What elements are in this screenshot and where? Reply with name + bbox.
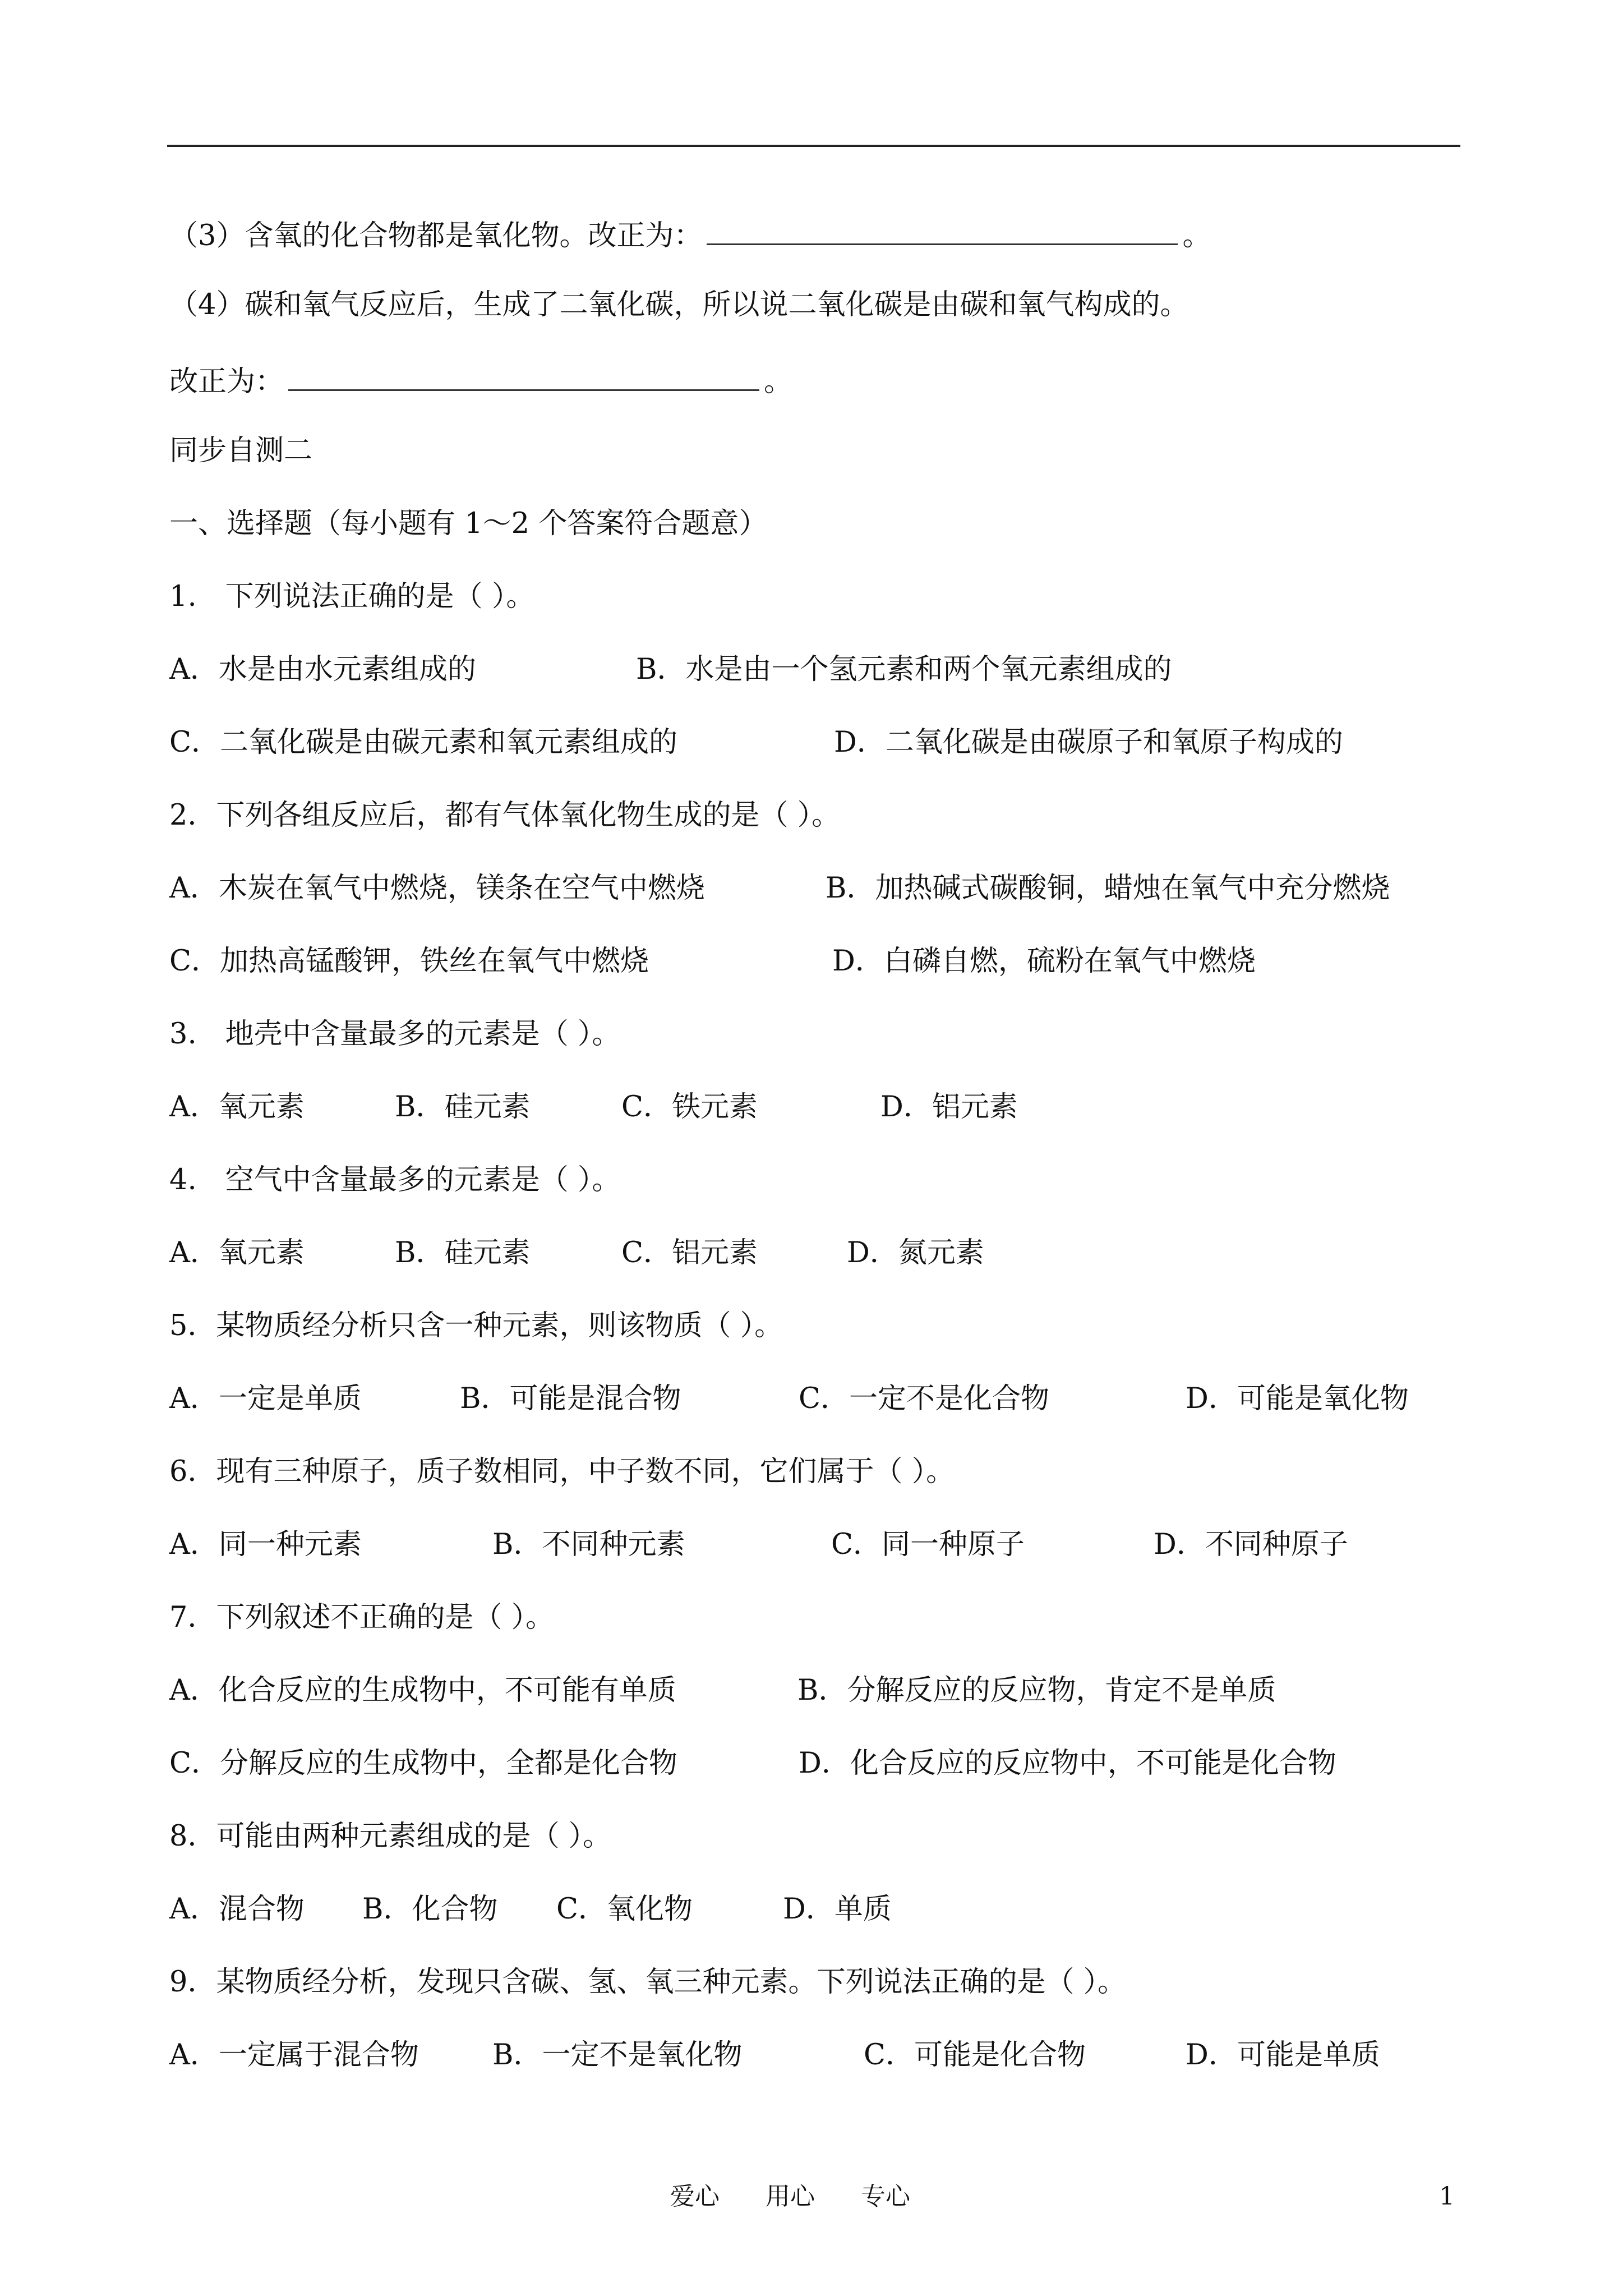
option-b[interactable]: B．分解反应的反应物，肯定不是单质 xyxy=(797,1674,1276,1707)
option-b[interactable]: B．硅元素 xyxy=(395,1091,531,1124)
option-c[interactable]: C．分解反应的生成物中，全都是化合物 xyxy=(169,1747,678,1780)
option-d[interactable]: D．氮元素 xyxy=(847,1236,984,1269)
option-b[interactable]: B．一定不是氧化物 xyxy=(492,2039,743,2072)
option-a[interactable]: A．氧元素 xyxy=(169,1091,305,1124)
fill-in-item-4 xyxy=(169,287,1188,323)
option-d[interactable]: D．白磷自燃，硫粉在氧气中燃烧 xyxy=(832,945,1256,978)
fill-in-end: 。 xyxy=(764,365,793,398)
option-c[interactable]: C．铝元素 xyxy=(621,1236,758,1269)
option-a[interactable]: A．一定是单质 xyxy=(169,1382,362,1415)
option-d[interactable]: D．可能是单质 xyxy=(1186,2039,1380,2072)
option-c[interactable]: C．加热高锰酸钾，铁丝在氧气中燃烧 xyxy=(169,945,649,978)
option-d[interactable]: D．单质 xyxy=(783,1893,892,1926)
option-d[interactable]: D．铝元素 xyxy=(880,1091,1018,1124)
question-stem: 6．现有三种原子，质子数相同，中子数不同，它们属于（ ）。 xyxy=(169,1455,955,1488)
fill-in-text: （4）碳和氧气反应后，生成了二氧化碳，所以说二氧化碳是由碳和氧气构成的。 xyxy=(169,288,1189,321)
option-a[interactable]: A．混合物 xyxy=(169,1893,305,1926)
fill-in-item-3 xyxy=(169,214,1211,254)
option-d[interactable]: D．可能是氧化物 xyxy=(1186,1382,1409,1415)
option-c[interactable]: C．氧化物 xyxy=(556,1893,693,1926)
option-d[interactable]: D．二氧化碳是由碳原子和氧原子构成的 xyxy=(834,726,1343,759)
footer-text-middle: 用心 xyxy=(766,2182,815,2211)
question-stem: 7．下列叙述不正确的是（ ）。 xyxy=(169,1601,555,1634)
option-a[interactable]: A．水是由水元素组成的 xyxy=(169,653,476,686)
fill-in-text: 改正为： xyxy=(169,365,284,398)
option-b[interactable]: B．加热碱式碳酸铜，蜡烛在氧气中充分燃烧 xyxy=(826,872,1390,905)
question-stem: 2．下列各组反应后，都有气体氧化物生成的是（ ）。 xyxy=(169,799,841,832)
option-c[interactable]: C．铁元素 xyxy=(621,1091,758,1124)
part-title: 一、选择题（每小题有 1～2 个答案符合题意） xyxy=(169,507,768,540)
option-a[interactable]: A．化合反应的生成物中，不可能有单质 xyxy=(169,1674,676,1707)
option-b[interactable]: B．不同种元素 xyxy=(492,1528,685,1561)
question-stem: 9．某物质经分析，发现只含碳、氢、氧三种元素。下列说法正确的是（ ）。 xyxy=(169,1966,1127,1999)
option-c[interactable]: C．同一种原子 xyxy=(831,1528,1025,1561)
option-b[interactable]: B．硅元素 xyxy=(395,1236,531,1269)
section-title: 同步自测二 xyxy=(169,434,313,467)
footer xyxy=(670,2181,948,2212)
header-rule xyxy=(167,145,1460,147)
footer-text-left: 爱心 xyxy=(670,2182,720,2211)
option-c[interactable]: C．可能是化合物 xyxy=(864,2039,1086,2072)
option-a[interactable]: A．一定属于混合物 xyxy=(169,2039,419,2072)
question-stem: 5．某物质经分析只含一种元素，则该物质（ ）。 xyxy=(169,1309,783,1342)
option-a[interactable]: A．木炭在氧气中燃烧，镁条在空气中燃烧 xyxy=(169,872,705,905)
fill-in-item-4-fix xyxy=(169,360,792,400)
option-a[interactable]: A．氧元素 xyxy=(169,1236,305,1269)
page-number: 1 xyxy=(1439,2182,1455,2211)
footer-text-right: 专心 xyxy=(861,2182,910,2211)
question-stem: 4. 空气中含量最多的元素是（ ）。 xyxy=(169,1163,621,1197)
answer-blank[interactable] xyxy=(288,360,759,391)
question-stem: 3. 地壳中含量最多的元素是（ ）。 xyxy=(169,1018,621,1051)
question-stem: 1. 下列说法正确的是（ ）。 xyxy=(169,580,535,613)
answer-blank[interactable] xyxy=(707,214,1178,245)
option-b[interactable]: B．可能是混合物 xyxy=(460,1382,681,1415)
option-d[interactable]: D．化合反应的反应物中，不可能是化合物 xyxy=(799,1747,1336,1780)
option-b[interactable]: B．水是由一个氢元素和两个氧元素组成的 xyxy=(636,653,1172,686)
option-b[interactable]: B．化合物 xyxy=(362,1893,498,1926)
fill-in-end: 。 xyxy=(1182,219,1211,252)
question-stem: 8．可能由两种元素组成的是（ ）。 xyxy=(169,1820,612,1853)
option-c[interactable]: C．一定不是化合物 xyxy=(799,1382,1050,1415)
fill-in-text: （3）含氧的化合物都是氧化物。改正为： xyxy=(169,219,703,252)
option-a[interactable]: A．同一种元素 xyxy=(169,1528,362,1561)
option-c[interactable]: C．二氧化碳是由碳元素和氧元素组成的 xyxy=(169,726,678,759)
option-d[interactable]: D．不同种原子 xyxy=(1154,1528,1348,1561)
